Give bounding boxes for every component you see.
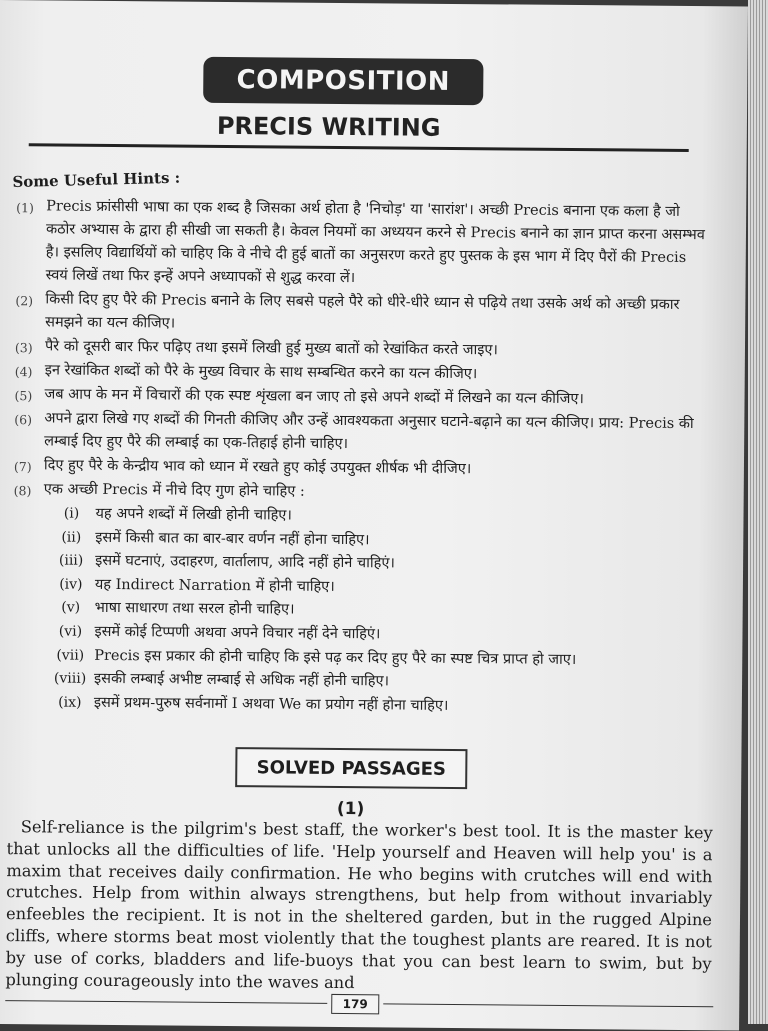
quality-text: भाषा साधारण तथा सरल होनी चाहिए। bbox=[94, 600, 295, 618]
hints-list bbox=[12, 195, 707, 720]
hint-item bbox=[14, 407, 704, 459]
section-banner bbox=[203, 57, 483, 105]
quality-text: यह Indirect Narration में होनी चाहिए। bbox=[94, 576, 335, 595]
footer-rule-left bbox=[5, 1000, 327, 1004]
quality-number: (viii) bbox=[53, 670, 87, 687]
solved-passages-heading bbox=[235, 747, 467, 789]
hints-heading: Some Useful Hints : bbox=[12, 168, 181, 192]
quality-text: इसमें किसी बात का बार-बार वर्णन नहीं होना चाहिए। bbox=[95, 529, 370, 548]
passage-number: (1) bbox=[336, 798, 365, 820]
quality-number: (iii) bbox=[58, 552, 84, 569]
quality-number: (ii) bbox=[61, 529, 82, 546]
page-title: PRECIS WRITING bbox=[216, 111, 441, 142]
footer-rule-right bbox=[383, 1003, 713, 1007]
quality-text: यह अपने शब्दों में लिखी होनी चाहिए। bbox=[95, 505, 292, 524]
hint-number: (1) bbox=[16, 200, 34, 216]
hint-text: Precis फ्रांसीसी भाषा का एक शब्द है जिसका अर्थ होता है 'निचोड़' या 'सारांश'। अच्छी Precis बनाना एक कला है जो कठोर अभ्यास के द्वारा ही सीखी जा सकती है। केवल नियमों का अध्ययन करने से Precis बनाने का ज्ञान प्राप्त करना असम्भव है। इसलिए विद्यार्थियों को चाहिए कि वे नीचे दी हुई बातों का अनुसरण करते हुए पुस्तक के इस भाग में दिए पैरों की Precis स्वयं लिखें तथा फिर इन्हें अपने अध्यापकों से शुद्ध करवा लें। bbox=[45, 198, 705, 287]
title-divider bbox=[29, 143, 689, 152]
hint-number: (2) bbox=[15, 293, 34, 309]
quality-text: इसमें कोई टिप्पणी अथवा अपने विचार नहीं देने चाहिएं। bbox=[94, 623, 381, 643]
hint-number: (8) bbox=[13, 483, 32, 499]
quality-number: (ix) bbox=[58, 694, 82, 711]
banner-title: COMPOSITION bbox=[236, 65, 451, 97]
hint-text: इन रेखांकित शब्दों को पैरे के मुख्य विचार के साथ सम्बन्धित करने का यत्न कीजिए। bbox=[44, 362, 478, 383]
page-edges bbox=[748, 0, 768, 1024]
hint-number: (6) bbox=[14, 412, 33, 428]
page-number: 179 bbox=[331, 994, 379, 1014]
quality-number: (i) bbox=[63, 505, 80, 522]
quality-item bbox=[12, 691, 702, 721]
quality-text: Precis इस प्रकार की होनी चाहिए कि इसे पढ़ कर दिए हुए पैरे का स्पष्ट चित्र प्राप्त हो जाए। bbox=[94, 647, 577, 668]
quality-number: (vi) bbox=[58, 623, 83, 640]
hint-text: पैरे को दूसरी बार फिर पढ़िए तथा इसमें लिखी हुई मुख्य बातों को रेखांकित करते जाइए। bbox=[44, 338, 499, 359]
hint-text: जब आप के मन में विचारों की एक स्पष्ट शृंखला बन जाए तो इसे अपने शब्दों में लिखने का यत्न कीजिए। bbox=[44, 386, 584, 408]
solved-passages-label: SOLVED PASSAGES bbox=[256, 756, 447, 780]
hint-text: अपने द्वारा लिखे गए शब्दों की गिनती कीजिए और उन्हें आवश्यकता अनुसार घटाने-बढ़ाने का यत्न कीजिए। प्राय: Precis की लम्बाई दिए हुए पैरे की लम्बाई का एक-तिहाई होनी चाहिए। bbox=[44, 410, 694, 453]
hint-item bbox=[15, 195, 706, 293]
quality-number: (v) bbox=[61, 599, 81, 617]
quality-number: (iv) bbox=[59, 576, 83, 593]
quality-text: इसकी लम्बाई अभीष्ट लम्बाई से अधिक नहीं होनी चाहिए। bbox=[94, 671, 390, 690]
hint-text: किसी दिए हुए पैरे की Precis बनाने के लिए सबसे पहले पैरे को धीरे-धीरे ध्यान से पढ़िये तथा उसके अर्थ को अच्छी प्रकार समझने का यत्न कीजिए। bbox=[45, 291, 680, 332]
quality-text: इसमें प्रथम-पुरुष सर्वनामों I अथवा We का प्रयोग नहीं होना चाहिए। bbox=[93, 694, 449, 714]
quality-text: इसमें घटनाएं, उदाहरण, वार्तालाप, आदि नहीं होने चाहिएं। bbox=[95, 553, 395, 572]
passage-text: Self-reliance is the pilgrim's best staff, the worker's best tool. It is the master key that unlocks all the difficulties of life. 'Help yourself and Heaven will help you' is a maxim that receives daily confirmation. He who begins with crutches will end with crutches. Help from within always strengthens, but help from without invariably enfeebles the recipient. It is not in the sheltered garden, but in the rugged Alpine cliffs, where storms beat most violently that the toughest plants are reared. It is not by use of corks, bladders and life-buoys that you can best learn to swim, but by plunging courageously into the waves and bbox=[5, 817, 713, 992]
hint-number: (5) bbox=[14, 388, 33, 404]
quality-number: (vii) bbox=[56, 647, 85, 664]
hint-text: दिए हुए पैरे के केन्द्रीय भाव को ध्यान में रखते हुए कोई उपयुक्त शीर्षक भी दीजिए। bbox=[43, 457, 472, 478]
hint-text: एक अच्छी Precis में नीचे दिए गुण होने चाहिए : bbox=[43, 481, 305, 500]
hint-item bbox=[15, 288, 705, 340]
hint-number: (3) bbox=[14, 340, 33, 356]
hint-number: (4) bbox=[14, 364, 33, 380]
hint-number: (7) bbox=[13, 459, 32, 475]
